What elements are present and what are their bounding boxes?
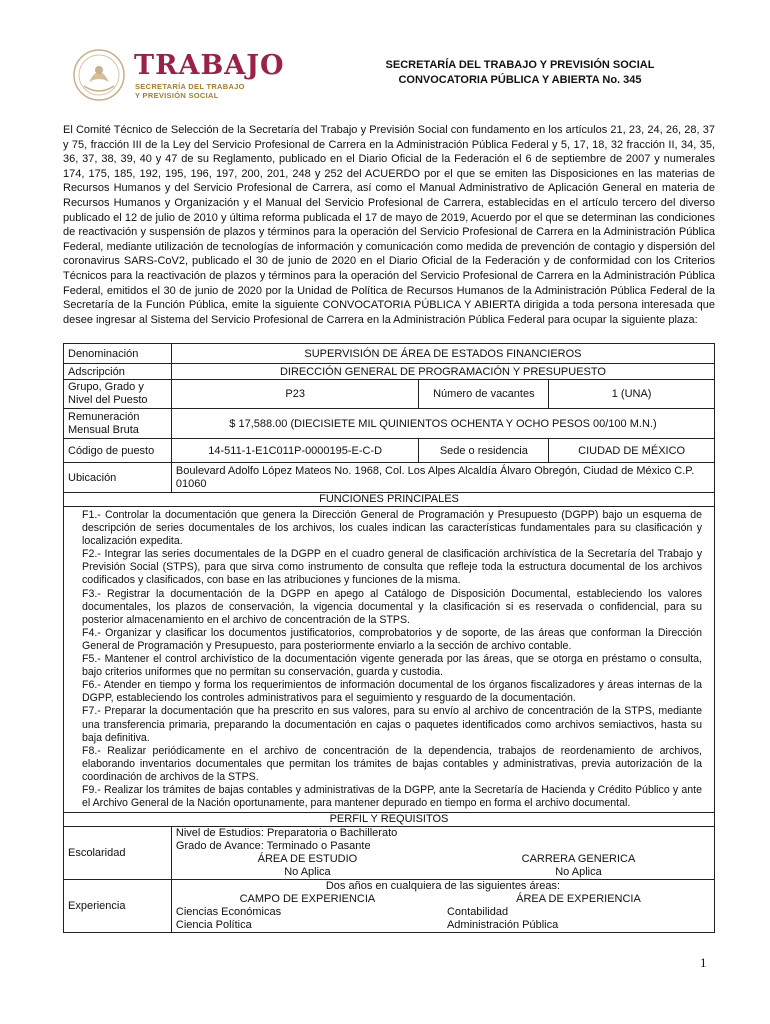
perfil-title: PERFIL Y REQUISITOS [64,813,715,827]
area-experiencia-header: ÁREA DE EXPERIENCIA [516,893,641,906]
escolaridad-detail [171,827,714,880]
codigo-value: 14-511-1-E1C011P-0000195-E-C-D [171,439,419,463]
document-header [340,58,700,88]
ubicacion-label: Ubicación [64,463,172,493]
experiencia-detail [171,880,714,933]
adscripcion-label: Adscripción [64,364,172,380]
experiencia-label: Experiencia [64,880,172,933]
funcion-item: F9.- Realizar los trámites de bajas contables y administrativas de la DGPP, ante la Secretaría de Hacienda y Crédito Público y ante el Archivo General de la Nación oportunamente, para mantener depurado en tiempo en forma el archivo documental. [82,783,702,810]
logo-wordmark: TRABAJO [134,50,285,81]
grado-avance: Grado de Avance: Terminado o Pasante [175,840,371,853]
carrera-header: CARRERA GENERICA [521,853,636,866]
funcion-item: F7.- Preparar la documentación que ha prescrito en sus valores, para su envío al archivo de concentración de la STPS, mediante una transferencia primaria, preparando la documentación en cajas o paquetes identificados como archivos semiactivos, hasta su baja definitiva. [82,705,702,744]
area-value: Contabilidad [446,906,509,919]
funcion-item: F8.- Realizar periódicamente en el archivo de concentración de la dependencia, trabajos de reordenamiento de archivos, elaborando inventarios documentales que permitan los trámites de bajas contables y administrativas, previa autorización de la coordinación de archivos de la STPS. [82,744,702,783]
grupo-value: P23 [171,380,419,409]
funciones-title: FUNCIONES PRINCIPALES [64,493,715,507]
vacancy-table [63,343,715,933]
remuneracion-value: $ 17,588.00 (DIECISIETE MIL QUINIENTOS OCHENTA Y OCHO PESOS 00/100 M.N.) [171,409,714,439]
intro-paragraph: El Comité Técnico de Selección de la Secretaría del Trabajo y Previsión Social con fundamento en los artículos 21, 23, 24, 26, 28, 37 y 75, fracción III de la Ley del Servicio Profesional de Carrera en la Administración Pública Federal y 5, 17, 18, 32 fracción II, 34, 35, 36, 37, 38, 39, 40 y 47 de su Reglamento, publicado en el Diario Oficial de la Federación el 6 de septiembre de 2007 y numerales 174, 175, 185, 192, 195, 196, 197, 200, 201, 248 y 252 del ACUERDO por el que se emiten las Disposiciones en las materias de Recursos Humanos y del Servicio Profesional de Carrera, así como el Manual Administrativo de Aplicación General en materia de Recursos Humanos y Organización y el Manual del Servicio Profesional de Carrera, establecidas en el artículo tercero del diverso publicado el 12 de julio de 2010 y última reforma publicada el 17 de mayo de 2019, Acuerdo por el que se determinan las condiciones de reactivación y suspensión de plazos y términos para la operación del Servicio Profesional de Carrera en la Administración Pública Federal, mediante utilización de tecnologías de información y comunicación como medida de prevención de contagio y dispersión del coronavirus SARS-CoV2, publicado el 30 de junio de 2020 en el Diario Oficial de la Federación y de conformidad con los Criterios Técnicos para la reactivación de plazos y términos para la operación del Servicio Profesional de Carrera en la Administración Pública Federal, emitidos el 30 de junio de 2020 por la Unidad de Política de Recursos Humanos de la Administración Pública Federal de la Secretaría de la Función Pública, emite la siguiente CONVOCATORIA PÚBLICA Y ABIERTA dirigida a toda persona interesada que desee ingresar al Sistema del Servicio Profesional de Carrera en la Administración Pública Federal para ocupar la siguiente plaza: [63,124,715,326]
nivel-estudios: Nivel de Estudios: Preparatoria o Bachillerato [175,827,398,840]
funcion-item: F1.- Controlar la documentación que genera la Dirección General de Programación y Presupuesto (DGPP) bajo un esquema de descripción de series documentales de los archivos, los cuales indican las características fundamentales para su clasificación y localización expedita. [82,509,702,548]
denominacion-label: Denominación [64,344,172,364]
experiencia-row [172,919,714,932]
area-estudio-value: No Aplica [284,866,331,879]
funcion-item: F4.- Organizar y clasificar los documentos justificatorios, comprobatorios y de soporte, de las áreas que conforman la Dirección General de Programación y Presupuesto, para posteriormente enviarlo a la sección de archivo contable. [82,626,702,652]
ubicacion-value: Boulevard Adolfo López Mateos No. 1968, Col. Los Alpes Alcaldía Álvaro Obregón, Ciudad de México C.P. 01060 [171,463,714,493]
codigo-label: Código de puesto [64,439,172,463]
national-seal-icon [72,48,126,102]
campo-value: Ciencias Económicas [175,906,282,919]
escolaridad-label: Escolaridad [64,827,172,880]
page-number: 1 [700,955,707,970]
area-value: Administración Pública [446,919,559,932]
sede-value: CIUDAD DE MÉXICO [549,439,715,463]
trabajo-logo [72,48,285,104]
header-line-1: SECRETARÍA DEL TRABAJO Y PREVISIÓN SOCIAL [385,59,655,71]
sede-label: Sede o residencia [419,439,549,463]
vacantes-label: Número de vacantes [419,380,549,409]
campo-header: CAMPO DE EXPERIENCIA [239,893,376,906]
denominacion-value: SUPERVISIÓN DE ÁREA DE ESTADOS FINANCIEROS [171,344,714,364]
experiencia-row [172,906,714,919]
remuneracion-label: Remuneración Mensual Bruta [64,409,172,439]
adscripcion-value: DIRECCIÓN GENERAL DE PROGRAMACIÓN Y PRESUPUESTO [171,364,714,380]
header-line-2: CONVOCATORIA PÚBLICA Y ABIERTA No. 345 [398,74,642,86]
funcion-item: F2.- Integrar las series documentales de la DGPP en el cuadro general de clasificación archivística de la Secretaría del Trabajo y Previsión Social (STPS), para que sirva como instrumento de consulta que refleje toda la estructura documental de los archivos codificados y clasificados, con base en las atribuciones y funciones de la misma. [82,548,702,587]
experiencia-intro: Dos años en cualquiera de las siguientes áreas: [325,880,561,893]
funcion-item: F3.- Registrar la documentación de la DGPP en apego al Catálogo de Disposición Documental, estableciendo los valores documentales, los plazos de conservación, la vigencia documental y la clasificación si es reservada o confidencial, para su posterior almacenamiento en el archivo de concentración de la STPS. [82,587,702,626]
funciones-list [64,507,715,813]
logo-subtitle: SECRETARÍA DEL TRABAJO Y PREVISIÓN SOCIAL [135,82,245,100]
grupo-label: Grupo, Grado y Nivel del Puesto [64,380,172,409]
campo-value: Ciencia Política [175,919,252,932]
funcion-item: F5.- Mantener el control archivístico de la documentación vigente generada por las áreas, que se otorga en préstamo o consulta, bajo criterios uniformes que no permitan su conservación, guarda y custodia. [82,653,702,679]
area-estudio-header: ÁREA DE ESTUDIO [257,853,358,866]
funcion-item: F6.- Atender en tiempo y forma los requerimientos de información documental de los órganos fiscalizadores y áreas internas de la DGPP, estableciendo los controles administrativos para el seguimiento y resguardo de la documentación. [82,679,702,705]
vacantes-value: 1 (UNA) [549,380,715,409]
carrera-value: No Aplica [555,866,602,879]
